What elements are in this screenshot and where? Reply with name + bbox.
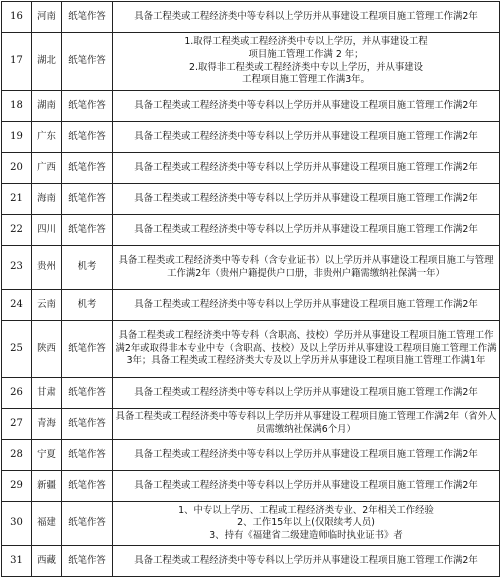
table-row	[2, 91, 500, 122]
province-cell: 青海	[32, 409, 62, 440]
province-cell: 宁夏	[32, 440, 62, 471]
requirement-cell: 具备工程类或工程经济类中等专科以上学历并从事建设工程项目施工管理工作满2年	[113, 122, 500, 153]
province-cell: 海南	[32, 184, 62, 215]
exam-mode-cell: 纸笔作答	[62, 2, 113, 33]
province-cell: 福建	[32, 502, 62, 546]
requirement-cell: 具备工程类或工程经济类中等专科以上学历并从事建设工程项目施工管理工作满2年	[113, 184, 500, 215]
exam-mode-cell: 纸笔作答	[62, 546, 113, 577]
exam-mode-cell: 纸笔作答	[62, 91, 113, 122]
requirement-cell: 具备工程类或工程经济类中等专科以上学历并从事建设工程项目施工管理工作满2年	[113, 546, 500, 577]
requirement-cell: 具备工程类或工程经济类中等专科（含专业证书）以上学历并从事建设工程项目施工与管理工作满2年（贵州户籍提供户口册，非贵州户籍需缴纳社保满一年）	[113, 246, 500, 290]
province-cell: 陕西	[32, 321, 62, 378]
row-number: 22	[2, 215, 32, 246]
requirement-cell: 具备工程类或工程经济类中等专科以上学历并从事建设工程项目施工管理工作满2年	[113, 215, 500, 246]
requirement-cell: 具备工程类或工程经济类中等专科以上学历并从事建设工程项目施工管理工作满2年	[113, 2, 500, 33]
requirement-cell: 具备工程类或工程经济类中等专科以上学历并从事建设工程项目施工管理工作满2年（省外人员需缴纳社保满6个月）	[113, 409, 500, 440]
requirement-cell: 1、中专以上学历、工程或工程经济类专业、2年相关工作经验 2、工作15年以上(仅限续考人员) 3、持有《福建省二级建造师临时执业证书》者	[113, 502, 500, 546]
exam-mode-cell: 纸笔作答	[62, 471, 113, 502]
requirements-table	[1, 1, 500, 577]
row-number: 24	[2, 290, 32, 321]
province-cell: 广西	[32, 153, 62, 184]
row-number: 30	[2, 502, 32, 546]
exam-mode-cell: 纸笔作答	[62, 122, 113, 153]
requirement-cell: 1.取得工程类或工程经济类中专以上学历，并从事建设工程 项目施工管理工作满 2 年； 2.取得非工程类或工程经济类中专以上学历，并从事建设 工程项目施工管理工作满3年。	[113, 33, 500, 91]
province-cell: 甘肃	[32, 378, 62, 409]
row-number: 20	[2, 153, 32, 184]
province-cell: 湖北	[32, 33, 62, 91]
exam-mode-cell: 纸笔作答	[62, 502, 113, 546]
exam-mode-cell: 纸笔作答	[62, 184, 113, 215]
exam-mode-cell: 纸笔作答	[62, 215, 113, 246]
province-cell: 新疆	[32, 471, 62, 502]
requirements-table-body	[2, 2, 500, 577]
table-row	[2, 546, 500, 577]
row-number: 27	[2, 409, 32, 440]
requirement-cell: 具备工程类或工程经济类中等专科以上学历并从事建设工程项目施工管理工作满2年	[113, 91, 500, 122]
table-row	[2, 471, 500, 502]
exam-mode-cell: 机考	[62, 246, 113, 290]
table-row	[2, 409, 500, 440]
table-row	[2, 33, 500, 91]
exam-mode-cell: 纸笔作答	[62, 409, 113, 440]
row-number: 29	[2, 471, 32, 502]
row-number: 31	[2, 546, 32, 577]
row-number: 17	[2, 33, 32, 91]
table-row	[2, 290, 500, 321]
exam-mode-cell: 纸笔作答	[62, 153, 113, 184]
exam-mode-cell: 纸笔作答	[62, 321, 113, 378]
table-row	[2, 321, 500, 378]
exam-mode-cell: 纸笔作答	[62, 33, 113, 91]
province-cell: 贵州	[32, 246, 62, 290]
requirement-cell: 具备工程类或工程经济类中等专科以上学历并从事建设工程项目施工管理工作满2年	[113, 153, 500, 184]
province-cell: 湖南	[32, 91, 62, 122]
table-row	[2, 2, 500, 33]
row-number: 18	[2, 91, 32, 122]
table-row	[2, 378, 500, 409]
requirement-cell: 具备工程类或工程经济类中等专科以上学历并从事建设工程项目施工管理工作满2年	[113, 471, 500, 502]
table-row	[2, 184, 500, 215]
row-number: 21	[2, 184, 32, 215]
row-number: 23	[2, 246, 32, 290]
requirement-cell: 具备工程类或工程经济类中等专科以上学历并从事建设工程项目施工管理工作满2年	[113, 440, 500, 471]
requirement-cell: 具备工程类或工程经济类中等专科以上学历并从事建设工程项目施工管理工作满2年	[113, 378, 500, 409]
row-number: 16	[2, 2, 32, 33]
exam-mode-cell: 纸笔作答	[62, 378, 113, 409]
row-number: 19	[2, 122, 32, 153]
table-row	[2, 122, 500, 153]
province-cell: 云南	[32, 290, 62, 321]
requirement-cell: 具备工程类或工程经济类中等专科以上学历并从事建设工程项目施工管理工作满2年	[113, 290, 500, 321]
row-number: 25	[2, 321, 32, 378]
exam-mode-cell: 机考	[62, 290, 113, 321]
table-row	[2, 153, 500, 184]
table-row	[2, 246, 500, 290]
requirement-cell: 具备工程类或工程经济类中等专科（含职高、技校）学历并从事建设工程项目施工管理工作满2年或取得非本专业中专（含职高、技校）及以上学历并从事建设工程项目施工管理工作满3年；具备工程类或工程经济类大专及以上学历并从事建设工程项目施工管理工作满1年	[113, 321, 500, 378]
row-number: 28	[2, 440, 32, 471]
exam-mode-cell: 纸笔作答	[62, 440, 113, 471]
table-row	[2, 440, 500, 471]
province-cell: 西藏	[32, 546, 62, 577]
province-cell: 四川	[32, 215, 62, 246]
table-row	[2, 215, 500, 246]
row-number: 26	[2, 378, 32, 409]
table-row	[2, 502, 500, 546]
province-cell: 广东	[32, 122, 62, 153]
province-cell: 河南	[32, 2, 62, 33]
